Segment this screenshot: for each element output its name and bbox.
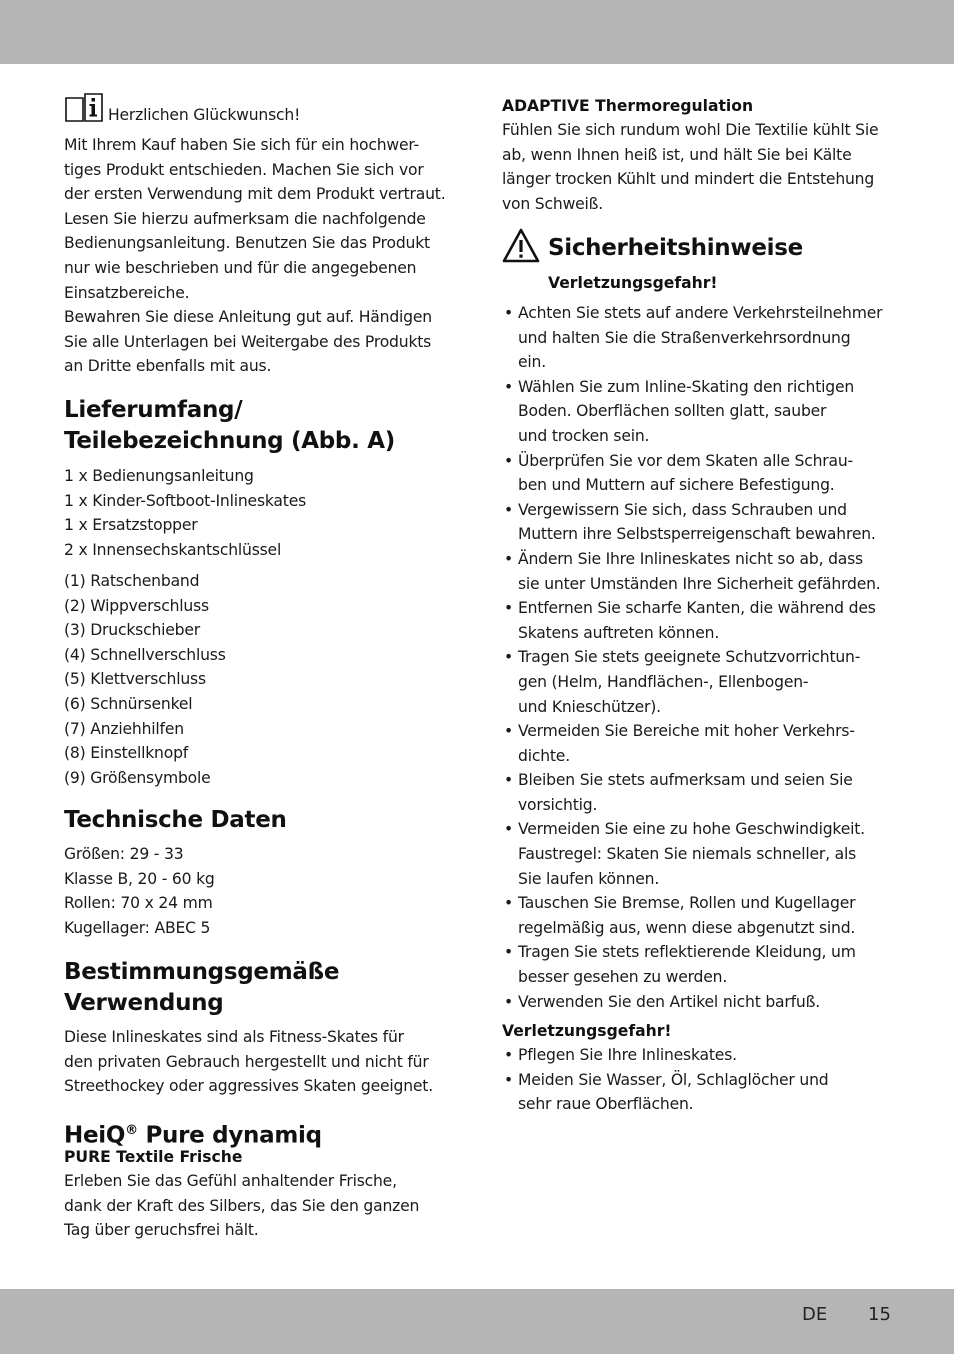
safety-item-line: • Ändern Sie Ihre Inlineskates nicht so ab, dass [518,549,863,568]
safety-item-line: • Entfernen Sie scharfe Kanten, die während des [518,599,876,618]
safety-item-line: und Knieschützer). [518,697,661,716]
safety-item-line: • Pflegen Sie Ihre Inlineskates. [518,1046,737,1064]
part-item: (6) Schnürsenkel [64,694,193,713]
intro-line: Bedienungsanleitung. Benutzen Sie das Produkt [64,234,430,253]
bestimmung-line: Streethockey oder aggressives Skaten geeignet. [64,1077,433,1096]
heiq-line: dank der Kraft des Silbers, das Sie den ganzen [64,1196,420,1215]
warning-triangle-icon [502,228,540,264]
adaptive-heading: ADAPTIVE Thermoregulation [502,97,754,115]
safety-item-line: und trocken sein. [518,426,650,445]
safety-item [502,645,894,719]
safety-item-line: gen (Helm, Handflächen-, Ellenbogen- [518,672,809,691]
safety-list-2 [502,1043,894,1117]
safety-item-line: sehr raue Oberflächen. [518,1095,694,1114]
tech-line: Rollen: 70 x 24 mm [64,894,213,913]
part-item: (4) Schnellverschluss [64,645,226,664]
technische-heading: Technische Daten [64,807,287,833]
safety-item-line: ben und Muttern auf sichere Befestigung. [518,476,835,495]
safety-item [502,990,894,1015]
safety-item [502,547,894,596]
safety-item [502,596,894,645]
safety-item-line: vorsichtig. [518,795,598,814]
warning-label-2: Verletzungsgefahr! [502,1022,672,1040]
safety-item [502,498,894,547]
safety-item [502,891,894,940]
safety-item [502,301,894,375]
intro-line: an Dritte ebenfalls mit aus. [64,357,272,376]
safety-item-line: • Meiden Sie Wasser, Öl, Schlaglöcher und [518,1070,829,1089]
contents-item: 1 x Ersatzstopper [64,516,198,535]
intro-line: Einsatzbereiche. [64,283,190,302]
safety-item-line: sie unter Umständen Ihre Sicherheit gefährden. [518,574,881,593]
warning-label-1: Verletzungsgefahr! [548,274,718,292]
safety-item [502,375,894,449]
safety-item-line: • Überprüfen Sie vor dem Skaten alle Schrau- [518,451,853,470]
safety-item-line: Sie laufen können. [518,869,660,888]
safety-item-line: • Achten Sie stets auf andere Verkehrsteilnehmer [518,304,883,322]
lieferumfang-heading-2: Teilebezeichnung (Abb. A) [64,428,395,454]
part-item: (5) Klettverschluss [64,670,206,689]
safety-item-line: Skatens auftreten können. [518,623,720,642]
safety-item-line: Boden. Oberflächen sollten glatt, sauber [518,402,827,421]
tech-line: Kugellager: ABEC 5 [64,918,211,937]
part-item: (3) Druckschieber [64,621,200,640]
bestimmung-line: den privaten Gebrauch hergestellt und nicht für [64,1052,429,1071]
safety-heading-row [502,228,803,264]
heiq-rest: Pure dynamiq [137,1122,322,1149]
intro-line: Sie alle Unterlagen bei Weitergabe des Produkts [64,332,432,351]
safety-item-line: ein. [518,353,546,372]
bestimmung-heading-2: Verwendung [64,990,224,1016]
intro-text [64,133,445,379]
safety-item-line: • Vermeiden Sie Bereiche mit hoher Verkehrs- [518,722,855,741]
contents-item: 1 x Bedienungsanleitung [64,467,254,485]
adaptive-line: ab, wenn Ihnen heiß ist, und hält Sie bei Kälte [502,145,852,164]
intro-line: Lesen Sie hierzu aufmerksam die nachfolgende [64,209,426,228]
heiq-registered: ® [125,1123,138,1138]
safety-item-line: Muttern ihre Selbstsperreigenschaft bewahren. [518,525,876,544]
adaptive-line: länger trocken Kühlt und mindert die Entstehung [502,170,875,189]
heiq-subheading: PURE Textile Frische [64,1148,243,1166]
safety-item-line: • Bleiben Sie stets aufmerksam und seien Sie [518,771,853,790]
heiq-line: Erleben Sie das Gefühl anhaltender Frische, [64,1172,397,1190]
safety-list-1 [502,301,894,1014]
safety-item [502,1068,894,1117]
header-band [0,0,954,64]
intro-line: Bewahren Sie diese Anleitung gut auf. Händigen [64,308,432,327]
bestimmung-line: Diese Inlineskates sind als Fitness-Skates für [64,1028,404,1046]
safety-item [502,940,894,989]
adaptive-line: Fühlen Sie sich rundum wohl Die Textilie kühlt Sie [502,121,879,139]
intro-line: tiges Produkt entschieden. Machen Sie sich vor [64,160,424,179]
tech-line: Klasse B, 20 - 60 kg [64,869,215,888]
adaptive-line: von Schweiß. [502,194,604,213]
safety-item-line: dichte. [518,746,570,765]
info-book-icon [64,92,104,130]
heiq-brand: HeiQ [64,1122,126,1149]
part-item: (2) Wippverschluss [64,596,209,615]
safety-item-line: • Tauschen Sie Bremse, Rollen und Kugellager [518,894,856,913]
intro-line: Mit Ihrem Kauf haben Sie sich für ein hochwer- [64,136,419,154]
safety-item-line: • Verwenden Sie den Artikel nicht barfuß. [518,992,820,1011]
safety-item [502,719,894,768]
footer-language: DE [802,1304,828,1325]
adaptive-text [502,118,878,216]
heiq-line: Tag über geruchsfrei hält. [64,1221,259,1240]
contents-item: 2 x Innensechskantschlüssel [64,540,282,559]
bestimmung-heading-1: Bestimmungsgemäße [64,959,340,985]
safety-item-line: • Vergewissern Sie sich, dass Schrauben und [518,500,847,519]
heiq-text [64,1169,419,1243]
safety-heading: Sicherheitshinweise [548,234,803,261]
safety-item-line: • Tragen Sie stets geeignete Schutzvorrichtun- [518,648,861,667]
part-item: (9) Größensymbole [64,768,211,787]
page-number: 15 [868,1304,891,1325]
safety-item-line: und halten Sie die Straßenverkehrsordnung [518,328,851,347]
part-item: (8) Einstellknopf [64,744,189,763]
safety-item-line: • Wählen Sie zum Inline-Skating den richtigen [518,377,855,396]
safety-item [502,1043,894,1068]
contents-item: 1 x Kinder-Softboot-Inlineskates [64,491,307,510]
safety-item-line: • Vermeiden Sie eine zu hohe Geschwindigkeit. [518,820,865,839]
safety-item-line: • Tragen Sie stets reflektierende Kleidung, um [518,943,856,962]
safety-item-line: Faustregel: Skaten Sie niemals schneller, als [518,845,857,864]
safety-item [502,817,894,891]
part-item: (7) Anziehhilfen [64,719,184,738]
safety-item-line: regelmäßig aus, wenn diese abgenutzt sind. [518,918,856,937]
parts-list [64,569,226,790]
safety-item [502,449,894,498]
tech-data [64,842,215,940]
tech-line: Größen: 29 - 33 [64,845,184,863]
safety-item-line: besser gesehen zu werden. [518,968,728,987]
bestimmung-text [64,1025,433,1099]
safety-item [502,768,894,817]
intro-line: der ersten Verwendung mit dem Produkt vertraut. [64,185,446,204]
contents-list [64,464,306,562]
part-item: (1) Ratschenband [64,572,200,590]
intro-line: nur wie beschrieben und für die angegebenen [64,258,417,277]
greeting: Herzlichen Glückwunsch! [108,106,301,124]
lieferumfang-heading-1: Lieferumfang/ [64,397,243,423]
